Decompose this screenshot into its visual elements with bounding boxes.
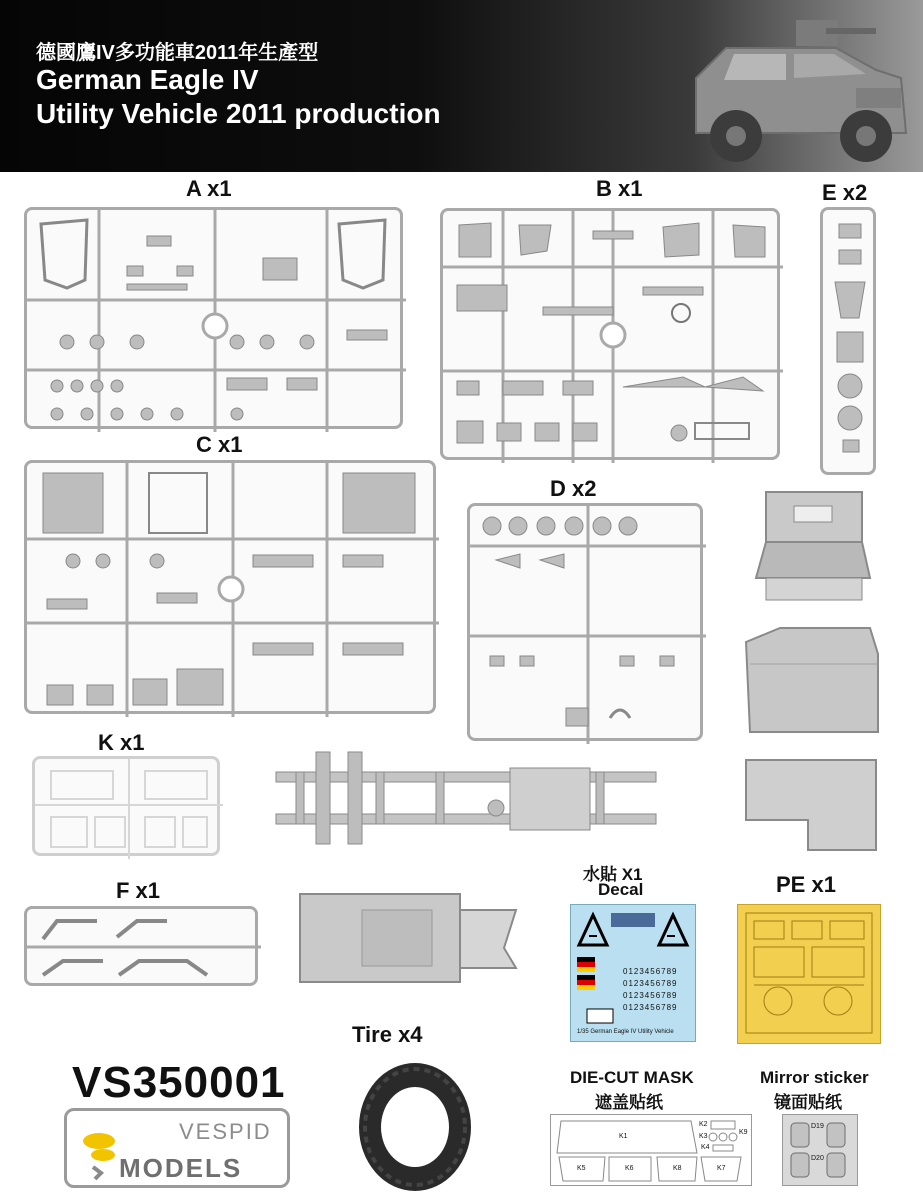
lower-hull-part bbox=[296, 888, 522, 986]
title-english-line1: German Eagle IV bbox=[36, 64, 259, 95]
mask-sheet bbox=[550, 1114, 752, 1186]
brand-logo bbox=[64, 1108, 290, 1188]
decal-digits-3: 0123456789 bbox=[623, 991, 678, 1000]
title-chinese: 德國鷹IV多功能車2011年生產型 bbox=[36, 42, 319, 64]
sprue-a bbox=[24, 207, 403, 429]
sprue-c-label: C x1 bbox=[196, 432, 243, 457]
mask-label-cn: 遮盖贴纸 bbox=[595, 1093, 663, 1112]
sprue-k bbox=[32, 756, 220, 856]
sprue-k-label: K x1 bbox=[98, 730, 145, 755]
mask-part-k3: K3 bbox=[699, 1133, 708, 1140]
mask-part-k9: K9 bbox=[739, 1129, 748, 1136]
product-code: VS350001 bbox=[72, 1058, 286, 1107]
sprue-b bbox=[440, 208, 780, 460]
decal-digits-2: 0123456789 bbox=[623, 979, 678, 988]
sprue-a-label: A x1 bbox=[186, 176, 232, 201]
pe-label: PE x1 bbox=[776, 872, 836, 897]
brand-name-line1: VESPID bbox=[179, 1119, 272, 1144]
hull-part-upper bbox=[752, 488, 874, 606]
tire-label: Tire x4 bbox=[352, 1022, 423, 1047]
title-english-line2: Utility Vehicle 2011 production bbox=[36, 98, 441, 129]
sprue-f-label: F x1 bbox=[116, 878, 161, 903]
mask-part-k2: K2 bbox=[699, 1121, 708, 1128]
decal-digits-4: 0123456789 bbox=[623, 1003, 678, 1012]
header-banner bbox=[0, 0, 923, 172]
sprue-d bbox=[467, 503, 703, 741]
mirror-label-cn: 镜面贴纸 bbox=[774, 1093, 842, 1112]
decal-sheet bbox=[570, 904, 696, 1042]
mask-part-k7: K7 bbox=[717, 1165, 726, 1172]
hull-part-floor bbox=[742, 756, 880, 854]
mask-part-k5: K5 bbox=[577, 1165, 586, 1172]
decal-label-cn: 水貼 X1 bbox=[583, 865, 643, 884]
mask-part-k4: K4 bbox=[701, 1144, 710, 1151]
mask-part-k1: K1 bbox=[619, 1133, 628, 1140]
mirror-part-d20: D20 bbox=[811, 1155, 824, 1162]
wasp-icon bbox=[77, 1121, 121, 1181]
mirror-sheet bbox=[782, 1114, 858, 1186]
brand-name-line2: MODELS bbox=[119, 1153, 243, 1183]
chassis-frame bbox=[266, 748, 666, 848]
decal-digits-1: 0123456789 bbox=[623, 967, 678, 976]
mask-label-en: DIE-CUT MASK bbox=[570, 1068, 694, 1087]
sprue-c bbox=[24, 460, 436, 714]
mirror-part-d19: D19 bbox=[811, 1123, 824, 1130]
photo-etch-sheet bbox=[737, 904, 881, 1044]
mirror-label-en: Mirror sticker bbox=[760, 1068, 869, 1087]
vehicle-image bbox=[676, 8, 916, 168]
sprue-e-label: E x2 bbox=[822, 180, 868, 205]
mask-part-k6: K6 bbox=[625, 1165, 634, 1172]
decal-caption: 1/35 German Eagle IV Utility Vehicle bbox=[577, 1029, 674, 1035]
sprue-e bbox=[820, 207, 876, 475]
sprue-d-label: D x2 bbox=[550, 476, 597, 501]
sprue-f bbox=[24, 906, 258, 986]
tire-image bbox=[356, 1060, 474, 1194]
mask-part-k8: K8 bbox=[673, 1165, 682, 1172]
hull-part-roof bbox=[740, 624, 882, 738]
decal-label-en: Decal bbox=[598, 880, 644, 899]
sprue-b-label: B x1 bbox=[596, 176, 643, 201]
